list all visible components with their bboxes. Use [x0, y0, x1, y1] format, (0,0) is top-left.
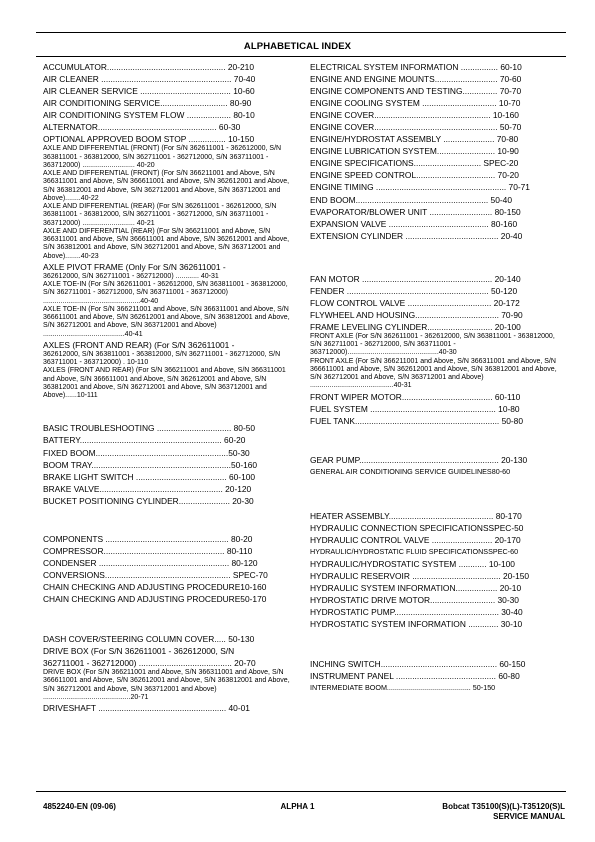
index-entry[interactable]: FRONT WIPER MOTOR....................................... 60-110 — [310, 391, 521, 402]
section-gap — [43, 507, 299, 533]
index-entry[interactable]: COMPRESSOR.................................................... 80-110 — [43, 545, 253, 556]
index-entry[interactable]: AXLE AND DIFFERENTIAL (FRONT) (For S/N 362611001 - 362612000, S/N 363811001 - 363812000, S/N 362711001 - 362712000, S/N 363711001 - 363712000) ........................... 40-20 — [43, 145, 282, 169]
index-entry[interactable]: BUCKET POSITIONING CYLINDER...................... 20-30 — [43, 495, 254, 506]
index-entry[interactable]: BASIC TROUBLESHOOTING ................................ 80-50 — [43, 423, 256, 434]
index-entry[interactable]: DASH COVER/STEERING COLUMN COVER..... 50-130 — [43, 634, 255, 645]
index-entry[interactable]: AIR CLEANER ........................................................ 70-40 — [43, 74, 256, 85]
index-entry[interactable]: INCHING SWITCH.................................................. 60-150 — [310, 659, 526, 670]
index-entry[interactable]: AXLE AND DIFFERENTIAL (REAR) (For S/N 366211001 and Above, S/N 366311001 and Above, S/N 366611001 and Above, S/N 362612001 and Above, S/N 363812001 and Above, S/N 362712001 and Above, S/N 363712001 and Above)........40-23 — [43, 227, 290, 260]
index-entry[interactable]: AXLE PIVOT FRAME (Only For S/N 362611001 - — [43, 261, 226, 272]
index-entry[interactable]: CHAIN CHECKING AND ADJUSTING PROCEDURE50-170 — [43, 593, 267, 604]
index-entry[interactable]: ENGINE COMPONENTS AND TESTING............... 70-70 — [310, 86, 522, 97]
index-entry[interactable]: ENGINE SPEED CONTROL.................................. 70-20 — [310, 170, 519, 181]
index-entry[interactable]: CONDENSER ........................................................ 80-120 — [43, 557, 258, 568]
index-entry[interactable]: FRAME LEVELING CYLINDER............................ 20-100 — [310, 321, 521, 332]
index-column-right — [310, 61, 566, 695]
index-entry[interactable]: HEATER ASSEMBLY............................................. 80-170 — [310, 510, 522, 521]
index-entry[interactable]: HYDROSTATIC SYSTEM INFORMATION ............. 30-10 — [310, 619, 523, 630]
index-entry[interactable]: ENGINE TIMING ........................................................ 70-71 — [310, 182, 530, 193]
index-entry[interactable]: AXLE TOE-IN (For S/N 366211001 and Above, S/N 366311001 and Above, S/N 366611001 and Above, S/N 362612001 and Above, S/N 363812001 and Above, S/N 362712001 and Above, S/N 363712001 and Above) ..........................................40-41 — [43, 305, 290, 338]
product-name: Bobcat T35100(S)(L)-T35120(S)L — [442, 802, 565, 811]
index-entry[interactable]: AXLES (FRONT AND REAR) (For S/N 362611001 - — [43, 339, 235, 350]
index-entry[interactable]: FLYWHEEL AND HOUSING.................................... 70-90 — [310, 309, 523, 320]
index-entry[interactable]: FLOW CONTROL VALVE .................................... 20-172 — [310, 297, 520, 308]
index-entry[interactable]: FIXED BOOM.........................................................50-30 — [43, 447, 250, 458]
product-info — [442, 802, 565, 822]
index-entry[interactable]: ENGINE COVER.................................................. 10-160 — [310, 110, 519, 121]
section-gap — [310, 242, 566, 273]
index-entry[interactable]: HYDRAULIC CONTROL VALVE .......................... 20-170 — [310, 535, 521, 546]
index-entry[interactable]: END BOOM......................................................... 50-40 — [310, 194, 512, 205]
index-entry[interactable]: AXLE AND DIFFERENTIAL (FRONT) (For S/N 366211001 and Above, S/N 366311001 and Above, S/N 366611001 and Above, S/N 362612001 and Above, S/N 363812001 and Above, S/N 362712001 and Above, S/N 363712001 and Above)........40-22 — [43, 170, 290, 202]
index-entry[interactable]: BRAKE LIGHT SWITCH ....................................... 60-100 — [43, 471, 256, 482]
index-entry[interactable]: CHAIN CHECKING AND ADJUSTING PROCEDURE10-160 — [43, 581, 267, 592]
index-entry[interactable]: HYDRAULIC SYSTEM INFORMATION.................. 20-10 — [310, 583, 522, 594]
index-entry[interactable]: BATTERY............................................................. 60-20 — [43, 435, 246, 446]
doc-number: 4852240-EN (09-06) — [43, 802, 116, 811]
index-column-left — [43, 61, 299, 714]
index-entry[interactable]: AXLES (FRONT AND REAR) (For S/N 366211001 and Above, S/N 366311001 and Above, S/N 366611001 and Above, S/N 362612001 and Above, S/N 363812001 and Above, S/N 362712001 and Above, S/N 363712001 and Above)......10-111 — [43, 367, 286, 400]
index-entry[interactable]: OPTIONAL APPROVED BOOM STOP ................ 10-150 — [43, 134, 255, 145]
index-entry[interactable]: ELECTRICAL SYSTEM INFORMATION ................ 60-10 — [310, 62, 522, 72]
index-entry[interactable]: EXTENSION CYLINDER ........................................ 20-40 — [310, 230, 523, 241]
index-entry[interactable]: ENGINE COOLING SYSTEM ................................ 10-70 — [310, 98, 521, 109]
page-number: ALPHA 1 — [280, 802, 315, 811]
index-entry[interactable]: EVAPORATOR/BLOWER UNIT ........................... 80-150 — [310, 206, 521, 217]
index-entry[interactable]: HYDRAULIC/HYDROSTATIC SYSTEM ............ 10-100 — [310, 559, 515, 570]
section-gap — [310, 630, 566, 658]
index-entry[interactable]: ACCUMULATOR................................................... 20-210 — [43, 62, 254, 72]
section-gap — [43, 400, 299, 422]
title-rule — [36, 56, 566, 57]
index-entry[interactable]: ENGINE SPECIFICATIONS............................. SPEC-20 — [310, 158, 519, 169]
index-entry[interactable]: COMPONENTS ..................................................... 80-20 — [43, 533, 253, 544]
footer-rule — [36, 791, 566, 792]
index-entry[interactable]: FAN MOTOR ........................................................ 20-140 — [310, 273, 521, 284]
index-entry[interactable]: HYDRAULIC/HYDROSTATIC FLUID SPECIFICATIONSSPEC-60 — [310, 547, 519, 557]
index-entry[interactable]: HYDRAULIC CONNECTION SPECIFICATIONSSPEC-50 — [310, 522, 524, 533]
index-entry[interactable]: HYDROSTATIC PUMP............................................. 30-40 — [310, 607, 523, 618]
index-entry[interactable]: DRIVE BOX (For S/N 362611001 - 362612000, S/N — [43, 646, 235, 657]
index-entry[interactable]: ENGINE AND ENGINE MOUNTS........................... 70-60 — [310, 74, 522, 85]
index-entry[interactable]: BRAKE VALVE..................................................... 20-120 — [43, 483, 252, 494]
index-entry[interactable]: FUEL TANK.............................................................. 50-80 — [310, 415, 523, 426]
index-entry[interactable]: FRONT AXLE (For S/N 366211001 and Above, S/N 366311001 and Above, S/N 366611001 and Above, S/N 362612001 and Above, S/N 363812001 and Above, S/N 362712001 and Above, S/N 363712001 and Above) ...........................................40-31 — [310, 357, 557, 390]
index-entry[interactable]: ALTERNATOR................................................... 60-30 — [43, 122, 241, 133]
index-entry[interactable]: EXPANSION VALVE ........................................... 80-160 — [310, 218, 518, 229]
index-entry[interactable]: GENERAL AIR CONDITIONING SERVICE GUIDELINES80-60 — [310, 466, 511, 476]
index-entry[interactable]: AIR CLEANER SERVICE ....................................... 10-60 — [43, 86, 255, 97]
top-rule — [36, 32, 566, 33]
index-entry[interactable]: INSTRUMENT PANEL ........................................... 60-80 — [310, 671, 520, 682]
index-entry[interactable]: FENDER ............................................................. 50-120 — [310, 285, 518, 296]
index-entry[interactable]: BOOM TRAY............................................................50-160 — [43, 459, 258, 470]
manual-name: SERVICE MANUAL — [493, 812, 565, 821]
index-entry[interactable]: ENGINE/HYDROSTAT ASSEMBLY ...................... 70-80 — [310, 134, 519, 145]
index-entry[interactable]: AIR CONDITIONING SYSTEM FLOW ................... 80-10 — [43, 110, 255, 121]
index-entry[interactable]: 362612000, S/N 362711001 - 362712000) ............ 40-31 — [43, 272, 219, 280]
index-entry[interactable]: ENGINE COVER..................................................... 50-70 — [310, 122, 522, 133]
section-gap — [310, 427, 566, 454]
index-entry[interactable]: FUEL SYSTEM ...................................................... 10-80 — [310, 403, 520, 414]
index-entry[interactable]: ENGINE LUBRICATION SYSTEM......................... 10-90 — [310, 146, 519, 157]
page-title: ALPHABETICAL INDEX — [243, 41, 352, 52]
index-entry[interactable]: AXLE TOE-IN (For S/N 362611001 - 362612000, S/N 363811001 - 363812000, S/N 362711001 - 362712000, S/N 363711001 - 363712000) ..................................................40-40 — [43, 281, 288, 305]
index-entry[interactable]: AXLE AND DIFFERENTIAL (REAR) (For S/N 362611001 - 362612000, S/N 363811001 - 363812000, S/N 362711001 - 362712000, S/N 363711001 - 363712000) ........................... 40-21 — [43, 203, 277, 227]
index-entry[interactable]: DRIVE BOX (For S/N 366211001 and Above, S/N 366311001 and Above, S/N 366611001 and Above, S/N 362612001 and Above, S/N 363812001 and Above, S/N 362712001 and Above, S/N 363712001 and Above) .............................................20-71 — [43, 669, 290, 701]
section-gap — [310, 478, 566, 510]
index-entry[interactable]: GEAR PUMP............................................................ 20-130 — [310, 454, 528, 465]
index-entry[interactable]: INTERMEDIATE BOOM.......................................... 50-150 — [310, 683, 496, 693]
index-entry[interactable]: 362612000, S/N 363811001 - 363812000, S/N 362711001 - 362712000, S/N 363711001 - 363712000) . 10-110 — [43, 350, 281, 367]
index-entry[interactable]: HYDROSTATIC DRIVE MOTOR............................ 30-30 — [310, 595, 519, 606]
section-gap — [43, 605, 299, 633]
index-entry[interactable]: FRONT AXLE (For S/N 362611001 - 362612000, S/N 363811001 - 363812000, S/N 362711001 - 362712000, S/N 363711001 - 363712000)...............................................40-30 — [310, 332, 555, 357]
index-entry[interactable]: HYDRAULIC RESERVOIR ...................................... 20-150 — [310, 571, 530, 582]
index-entry[interactable]: 362711001 - 362712000) ........................................ 20-70 — [43, 658, 256, 669]
index-entry[interactable]: CONVERSIONS...................................................... SPEC-70 — [43, 569, 268, 580]
index-entry[interactable]: AIR CONDITIONING SERVICE............................. 80-90 — [43, 98, 252, 109]
index-entry[interactable]: DRIVESHAFT ....................................................... 40-01 — [43, 703, 250, 714]
